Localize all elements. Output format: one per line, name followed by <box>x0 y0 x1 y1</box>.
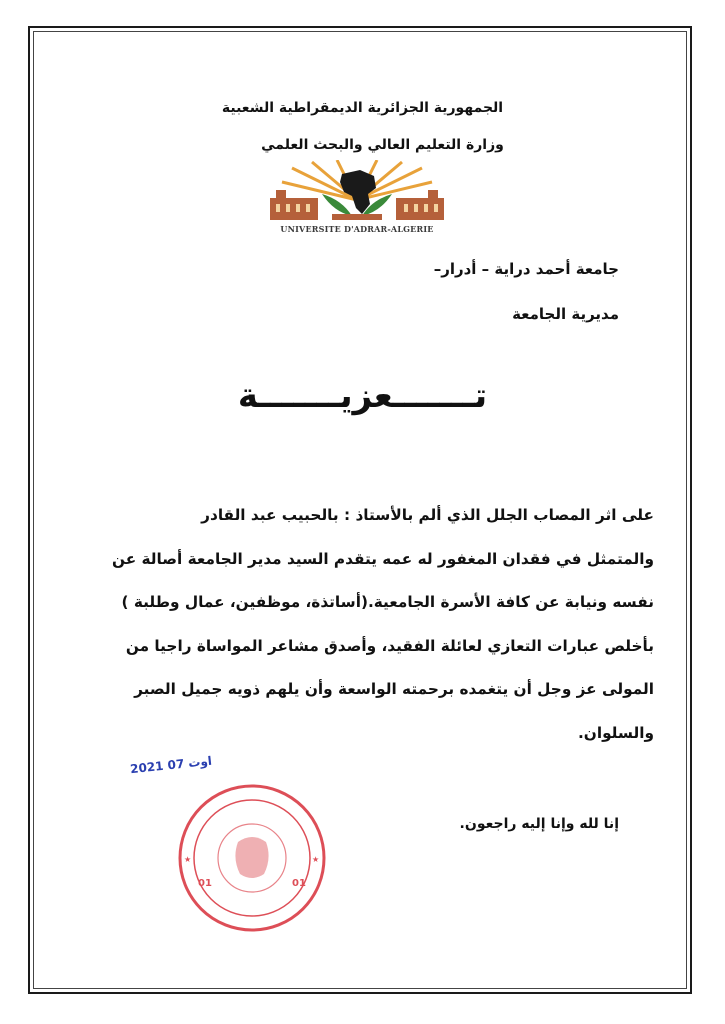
body-line-3: نفسه ونيابة عن كافة الأسرة الجامعية.(أساتذة، موظفين، عمال وطلبة ) <box>121 593 654 611</box>
date-stamp: 2021 07 اوت <box>129 753 213 777</box>
body-line-2: والمتمثل في فقدان المغفور له عمه يتقدم السيد مدير الجامعة أصالة عن <box>111 549 654 568</box>
condolence-body <box>70 494 654 755</box>
ministry-heading: وزارة التعليم العالي والبحث العلمي <box>261 137 504 153</box>
logo-caption: UNIVERSITE D'ADRAR-ALGERIE <box>280 224 434 234</box>
seal-emblem <box>235 837 268 878</box>
directorate-name: مديرية الجامعة <box>512 305 619 323</box>
body-line-6: والسلوان. <box>577 723 654 742</box>
seal-star-left: ★ <box>184 855 192 864</box>
seal-number-right: 01 <box>292 878 306 889</box>
closing-phrase: إنا لله وإنا إليه راجعون. <box>459 816 619 832</box>
republic-heading: الجمهورية الجزائرية الديمقراطية الشعبية <box>221 100 504 116</box>
body-line-5: المولى عز وجل أن يتغمده برحمته الواسعة وأن يلهم ذويه جميل الصبر <box>134 680 654 698</box>
university-name: جامعة أحمد دراية – أدرار– <box>433 260 619 278</box>
document-title: تـــــــعزيـــــــة <box>237 376 488 416</box>
seal-star-right: ★ <box>312 855 320 864</box>
seal-number-left: 01 <box>198 878 212 889</box>
official-seal <box>176 782 328 934</box>
body-line-4: بأخلص عبارات التعازي لعائلة الفقيد، وأصدق مشاعر المواساة راجيا من <box>125 636 654 655</box>
body-line-1: على اثر المصاب الجلل الذي ألم بالأستاذ : بالحبيب عبد القادر <box>201 506 654 524</box>
